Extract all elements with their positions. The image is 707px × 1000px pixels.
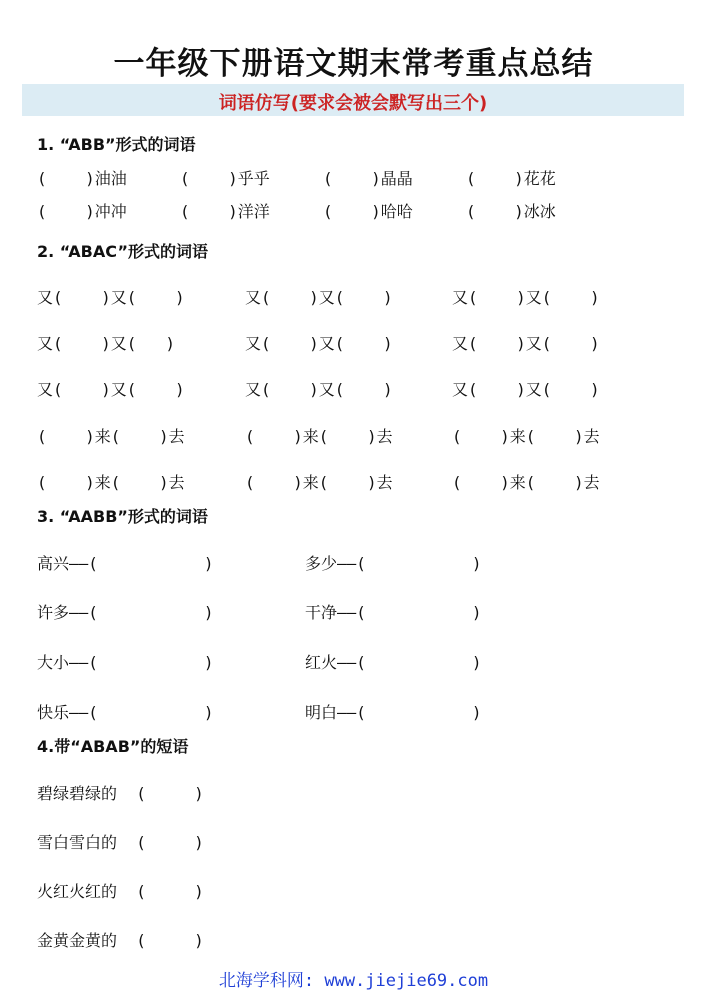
abac-item: 又( )又( ) xyxy=(245,380,393,399)
abac-item: 又( )又( ) xyxy=(245,288,393,307)
abab-item: 金黄金黄的 ( ) xyxy=(37,931,204,950)
aabb-item: 大小——( ) xyxy=(37,653,214,672)
abb-item: ( )油油 xyxy=(37,169,127,188)
footer-watermark: 北海学科网: www.jiejie69.com xyxy=(218,971,489,991)
abab-item: 火红火红的 ( ) xyxy=(37,882,204,901)
abb-item: ( )冲冲 xyxy=(37,202,127,221)
aabb-item: 高兴——( ) xyxy=(37,554,214,573)
abac-item: ( )来( )去 xyxy=(452,473,600,492)
abab-item: 雪白雪白的 ( ) xyxy=(37,833,204,852)
abb-item: ( )洋洋 xyxy=(180,202,270,221)
aabb-item: 红火——( ) xyxy=(305,653,482,672)
abab-item: 碧绿碧绿的 ( ) xyxy=(37,784,204,803)
abac-item: 又( )又( ) xyxy=(37,288,185,307)
abb-item: ( )乎乎 xyxy=(180,169,270,188)
heading-abb: 1. “ABB”形式的词语 xyxy=(37,135,196,154)
aabb-item: 多少——( ) xyxy=(305,554,482,573)
heading-abab: 4.带“ABAB”的短语 xyxy=(37,737,189,756)
aabb-item: 明白——( ) xyxy=(305,703,482,722)
abb-item: ( )哈哈 xyxy=(323,202,413,221)
abac-item: ( )来( )去 xyxy=(452,427,600,446)
section-banner xyxy=(22,84,684,116)
abb-item: ( )冰冰 xyxy=(466,202,556,221)
abac-item: 又( )又( ) xyxy=(452,380,600,399)
abac-item: 又( )又( ) xyxy=(452,288,600,307)
banner-text: 词语仿写(要求会被会默写出三个) xyxy=(218,93,488,114)
aabb-item: 快乐——( ) xyxy=(37,703,214,722)
abac-item: 又( )又( ) xyxy=(245,334,393,353)
abac-item: 又( )又( ) xyxy=(452,334,600,353)
abac-item: 又( )又( ) xyxy=(37,334,175,353)
abac-item: ( )来( )去 xyxy=(245,473,393,492)
heading-aabb: 3. “AABB”形式的词语 xyxy=(37,507,208,526)
heading-abac: 2. “ABAC”形式的词语 xyxy=(37,242,209,261)
abac-item: 又( )又( ) xyxy=(37,380,185,399)
abac-item: ( )来( )去 xyxy=(245,427,393,446)
abac-item: ( )来( )去 xyxy=(37,473,185,492)
page-title: 一年级下册语文期末常考重点总结 xyxy=(113,46,594,82)
abb-item: ( )晶晶 xyxy=(323,169,413,188)
abb-item: ( )花花 xyxy=(466,169,556,188)
abac-item: ( )来( )去 xyxy=(37,427,185,446)
aabb-item: 许多——( ) xyxy=(37,603,214,622)
aabb-item: 干净——( ) xyxy=(305,603,482,622)
